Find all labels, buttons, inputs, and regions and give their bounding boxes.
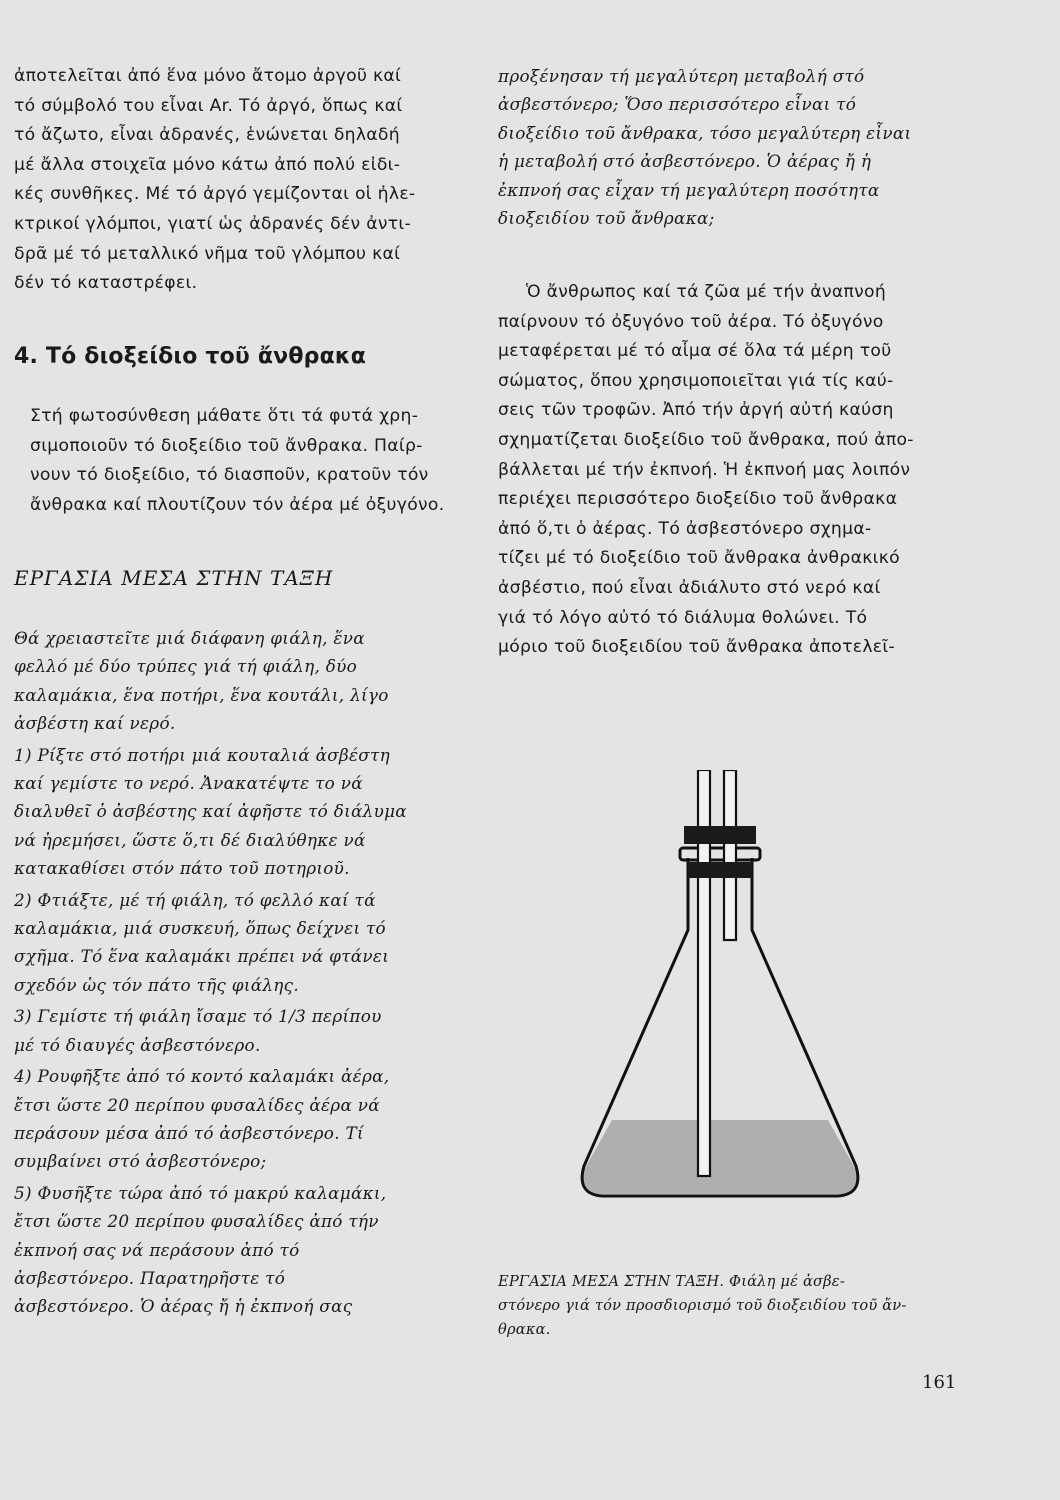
step-item-2 — [14, 886, 466, 1000]
text-line: νά ἠρεμήσει, ὥστε ὅ,τι δέ διαλύθηκε νά — [14, 829, 366, 850]
text-line: μέ ἄλλα στοιχεῖα μόνο κάτω ἀπό πολύ εἰδι- — [14, 154, 401, 175]
text-line: τό σύμβολό του εἶναι Ar. Τό ἀργό, ὅπως καί — [14, 95, 403, 116]
question-paragraph — [498, 62, 958, 232]
text-line: 4) Ρουφῆξτε ἀπό τό κοντό καλαμάκι ἀέρα, — [14, 1066, 390, 1087]
text-line: νουν τό διοξείδιο, τό διασποῦν, κρατοῦν τόν — [30, 465, 429, 486]
text-line: Ὁ ἄνθρωπος καί τά ζῶα μέ τήν ἀναπνοή — [526, 282, 887, 302]
text-line: ἀσβεστόνερο. Παρατηρῆστε τό — [14, 1267, 286, 1288]
text-line: ΕΡΓΑΣΙΑ ΜΕΣΑ ΣΤΗΝ ΤΑΞΗ. Φιάλη μέ ἀσβε- — [498, 1273, 845, 1290]
text-line: ἄνθρακα καί πλουτίζουν τόν ἀέρα μέ ὀξυγόνο. — [30, 494, 445, 515]
text-line: σεις τῶν τροφῶν. Ἀπό τήν ἀργή αὐτή καύση — [498, 400, 894, 421]
text-line: σιμοποιοῦν τό διοξείδιο τοῦ ἄνθρακα. Παίρ- — [30, 435, 423, 456]
text-line: ἀσβέστη καί νερό. — [14, 713, 176, 734]
step-item-1 — [14, 741, 466, 883]
text-line: μέ τό διαυγές ἀσβεστόνερο. — [14, 1034, 261, 1055]
intro-paragraph — [30, 402, 470, 520]
text-line: διοξειδίου τοῦ ἄνθρακα; — [498, 208, 715, 229]
text-line: καί γεμίστε το νερό. Ἀνακατέψτε το νά — [14, 773, 363, 794]
text-line: στόνερο γιά τόν προσδιορισμό τοῦ διοξειδίου τοῦ ἄν- — [498, 1297, 907, 1314]
text-line: δέν τό καταστρέφει. — [14, 273, 198, 294]
flask-rim — [680, 848, 760, 860]
text-line: σχῆμα. Τό ἕνα καλαμάκι πρέπει νά φτάνει — [14, 946, 390, 967]
text-line: ἔτσι ὥστε 20 περίπου φυσαλίδες ἀέρα νά — [14, 1094, 380, 1115]
text-line: τό ἄζωτο, εἶναι ἀδρανές, ἑνώνεται δηλαδή — [14, 125, 400, 146]
text-line: ἔτσι ὥστε 20 περίπου φυσαλίδες ἀπό τήν — [14, 1211, 379, 1232]
text-line: περάσουν μέσα ἀπό τό ἀσβεστόνερο. Τί — [14, 1122, 364, 1143]
section-heading: 4. Τό διοξείδιο τοῦ ἄνθρακα — [14, 344, 367, 369]
respiration-paragraph — [498, 278, 958, 663]
text-line: ἐκπνοή σας εἶχαν τή μεγαλύτερη ποσότητα — [498, 179, 880, 200]
page-number: 161 — [922, 1372, 957, 1393]
step-item-5 — [14, 1179, 466, 1321]
text-line: 5) Φυσῆξτε τώρα ἀπό τό μακρύ καλαμάκι, — [14, 1182, 387, 1203]
text-line: ἐκπνοή σας νά περάσουν ἀπό τό — [14, 1239, 300, 1260]
step-item-4 — [14, 1062, 466, 1176]
text-line: Στή φωτοσύνθεση μάθατε ὅτι τά φυτά χρη- — [30, 406, 419, 426]
text-line: ἀσβέστιο, πού εἶναι ἀδιάλυτο στό νερό καί — [498, 577, 881, 598]
short-straw — [724, 770, 736, 940]
left-top-paragraph — [14, 62, 462, 299]
activity-instructions — [14, 624, 466, 1324]
text-line: Θά χρειαστεῖτε μιά διάφανη φιάλη, ἕνα — [14, 628, 365, 648]
text-line: φελλό μέ δύο τρύπες γιά τή φιάλη, δύο — [14, 656, 358, 677]
text-line: κές συνθῆκες. Μέ τό ἀργό γεμίζονται οἱ ἠλε- — [14, 184, 416, 205]
text-line: διαλυθεῖ ὁ ἀσβέστης καί ἀφῆστε τό διάλυμα — [14, 801, 407, 822]
text-line: 3) Γεμίστε τή φιάλη ἴσαμε τό 1/3 περίπου — [14, 1006, 382, 1027]
text-line: ἀσβεστόνερο. Ὁ ἀέρας ἤ ἡ ἐκπνοή σας — [14, 1296, 353, 1317]
text-line: γιά τό λόγο αὐτό τό διάλυμα θολώνει. Τό — [498, 607, 868, 628]
figure-caption — [498, 1270, 960, 1342]
flask-illustration — [560, 770, 880, 1230]
text-line: παίρνουν τό ὀξυγόνο τοῦ ἀέρα. Τό ὀξυγόνο — [498, 311, 884, 332]
text-line: κατακαθίσει στόν πάτο τοῦ ποτηριοῦ. — [14, 858, 350, 879]
text-line: βάλλεται μέ τήν ἐκπνοή. Ἡ ἐκπνοή μας λοιπόν — [498, 459, 911, 480]
text-line: καλαμάκια, μιά συσκευή, ὅπως δείχνει τό — [14, 918, 386, 939]
text-line: τίζει μέ τό διοξείδιο τοῦ ἄνθρακα ἀνθρακικό — [498, 548, 901, 569]
text-line: προξένησαν τή μεγαλύτερη μεταβολή στό — [498, 66, 865, 86]
activity-heading: ΕΡΓΑΣΙΑ ΜΕΣΑ ΣΤΗΝ ΤΑΞΗ — [14, 566, 334, 590]
materials-item — [14, 624, 466, 738]
text-line: ἀσβεστόνερο; Ὅσο περισσότερο εἶναι τό — [498, 94, 857, 115]
text-line: θρακα. — [498, 1321, 551, 1338]
text-line: 2) Φτιάξτε, μέ τή φιάλη, τό φελλό καί τά — [14, 889, 376, 910]
text-line: σώματος, ὅπου χρησιμοποιεῖται γιά τίς καύ- — [498, 370, 894, 391]
text-line: σχεδόν ὡς τόν πάτο τῆς φιάλης. — [14, 974, 299, 995]
text-line: δρᾶ μέ τό μεταλλικό νῆμα τοῦ γλόμπου καί — [14, 243, 401, 264]
limewater-liquid — [583, 1120, 856, 1194]
text-line: καλαμάκια, ἕνα ποτήρι, ἕνα κουτάλι, λίγο — [14, 684, 389, 705]
step-item-3 — [14, 1002, 466, 1059]
text-line: μεταφέρεται μέ τό αἷμα σέ ὅλα τά μέρη τοῦ — [498, 341, 892, 362]
text-line: ἡ μεταβολή στό ἀσβεστόνερο. Ὁ ἀέρας ἤ ἡ — [498, 151, 872, 172]
text-line: διοξείδιο τοῦ ἄνθρακα, τόσο μεγαλύτερη εἶναι — [498, 122, 912, 143]
text-line: ἀποτελεῖται ἀπό ἕνα μόνο ἄτομο ἀργοῦ καί — [14, 66, 402, 86]
text-line: σχηματίζεται διοξείδιο τοῦ ἄνθρακα, πού ἀπο- — [498, 429, 914, 450]
text-line: συμβαίνει στό ἀσβεστόνερο; — [14, 1151, 267, 1172]
text-line: κτρικοί γλόμποι, γιατί ὡς ἀδρανές δέν ἀντι- — [14, 213, 412, 234]
text-line: περιέχει περισσότερο διοξείδιο τοῦ ἄνθρακα — [498, 489, 898, 510]
text-line: ἀπό ὅ,τι ὁ ἀέρας. Τό ἀσβεστόνερο σχημα- — [498, 518, 872, 539]
text-line: μόριο τοῦ διοξειδίου τοῦ ἄνθρακα ἀποτελεῖ- — [498, 637, 896, 658]
text-line: 1) Ρίξτε στό ποτήρι μιά κουταλιά ἀσβέστη — [14, 744, 390, 765]
